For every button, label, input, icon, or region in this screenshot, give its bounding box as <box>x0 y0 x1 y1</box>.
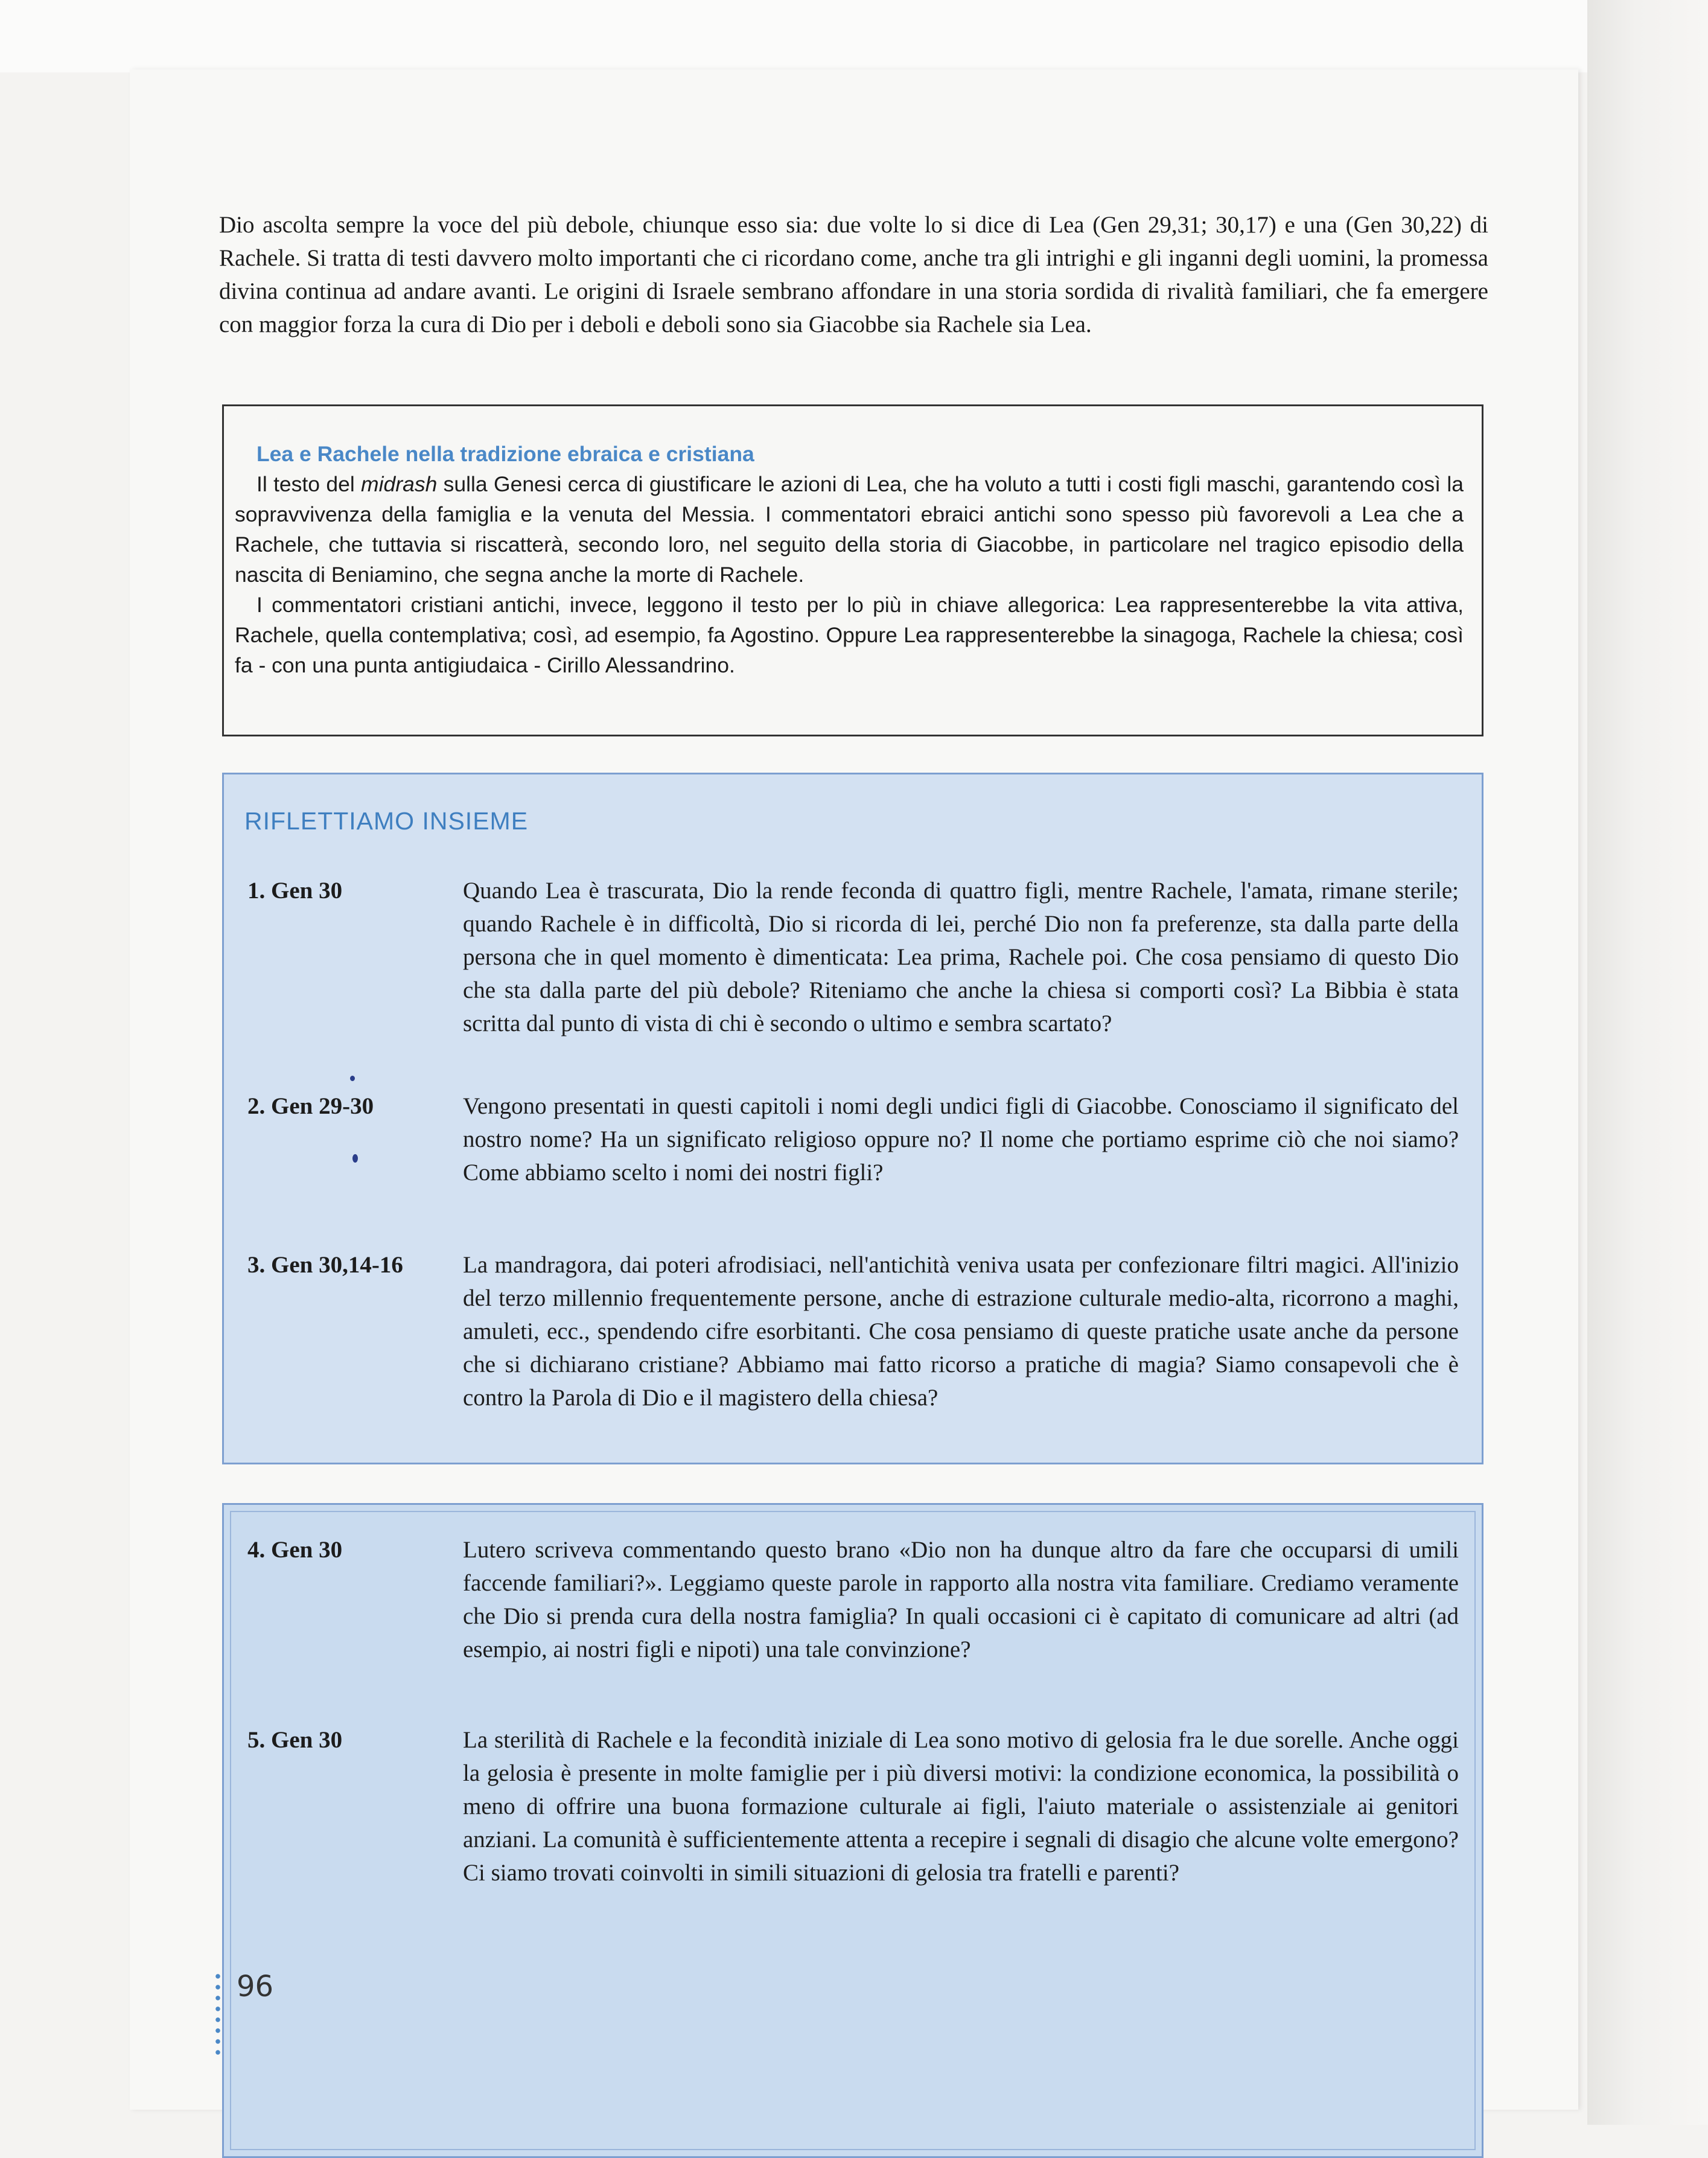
footer-dots-decoration <box>215 1971 220 2058</box>
question-2-text: Vengono presentati in questi capitoli i nomi degli undici figli di Giacobbe. Conosciamo il significato del nostro nome? Ha un significato religioso oppure no? Il nome che portiamo esprime ciò che noi siamo? Come abbiamo scelto i nomi dei nostri figli? <box>463 1093 1459 1186</box>
intro-paragraph: Dio ascolta sempre la voce del più debole, chiunque esso sia: due volte lo si dice di Lea (Gen 29,31; 30,17) e una (Gen 30,22) di Rachele. Si tratta di testi davvero molto importanti che ci ricordano come, anche tra gli intrighi e gli inganni degli uomini, la promessa divina continua ad andare avanti. Le origini di Israele sembrano affondare in una storia sordida di rivalità familiari, che fa emergere con maggior forza la cura di Dio per i deboli e deboli sono sia Giacobbe sia Rachele sia Lea. <box>219 212 1488 337</box>
sidebox-title: Lea e Rachele nella tradizione ebraica e cristiana <box>257 442 754 466</box>
question-2-ref: 2. Gen 29-30 <box>247 1093 374 1119</box>
question-1-ref: 1. Gen 30 <box>247 878 343 904</box>
question-5-ref: 5. Gen 30 <box>247 1727 343 1753</box>
sidebox-p1-italic: midrash <box>361 472 438 496</box>
question-3-text: La mandragora, dai poteri afrodisiaci, nell'antichità veniva usata per confezionare filtri magici. All'inizio del terzo millennio frequentemente persone, anche di estrazione culturale medio-alta, ricorrono a maghi, amuleti, ecc., spendendo cifre esorbitanti. Che cosa pensiamo di queste pratiche usate anche da persone che si dichiarano cristiane? Abbiamo mai fatto ricorso a pratiche di magia? Siamo consapevoli che è contro la Parola di Dio e il magistero della chiesa? <box>463 1252 1459 1411</box>
sidebox-paragraph-2: I commentatori cristiani antichi, invece, leggono il testo per lo più in chiave allegorica: Lea rappresenterebbe la vita attiva, Rachele, quella contemplativa; così, ad esempio, fa Agostino. Oppure Lea rappresenterebbe la sinagoga, Rachele la chiesa; così fa - con una punta antigiudaica - Cirillo Alessandrino. <box>235 593 1464 677</box>
question-5-text: La sterilità di Rachele e la fecondità iniziale di Lea sono motivo di gelosia fra le due sorelle. Anche oggi la gelosia è presente in molte famiglie per i più diversi motivi: la condizione economica, la possibilità o meno di offrire una buona formazione culturale ai figli, l'aiuto materiale o assistenziale ai genitori anziani. La comunità è sufficientemente attenta a recepire i segnali di disagio che alcune volte emergono? Ci siamo trovati coinvolti in simili situazioni di gelosia tra fratelli e parenti? <box>463 1727 1459 1886</box>
question-1-text: Quando Lea è trascurata, Dio la rende feconda di quattro figli, mentre Rachele, l'amata, rimane sterile; quando Rachele è in difficoltà, Dio si ricorda di lei, perché Dio non fa preferenze, sta dalla parte della persona che in quel momento è dimenticata: Lea prima, Rachele poi. Che cosa pensiamo di questo Dio che sta dalla parte del più debole? Riteniamo che anche la chiesa si comporti così? La Bibbia è stata scritta dal punto di vista di chi è secondo o ultimo e sembra scartato? <box>463 878 1459 1036</box>
question-4-ref: 4. Gen 30 <box>247 1537 343 1563</box>
sidebox-p1-before: Il testo del <box>257 472 362 496</box>
reflect-title: RIFLETTIAMO INSIEME <box>244 807 529 835</box>
question-3-ref: 3. Gen 30,14-16 <box>247 1252 403 1278</box>
page-number: 96 <box>237 1970 274 2003</box>
scan-right-margin <box>1587 0 1708 2125</box>
ink-mark <box>350 1076 355 1081</box>
ink-mark <box>352 1154 358 1163</box>
sidebox-lea-rachele <box>222 404 1483 736</box>
scan-top-margin <box>0 0 1708 72</box>
sidebox-p1-after: sulla Genesi cerca di giustificare le azioni di Lea, che ha voluto a tutti i costi figli maschi, garantendo così la sopravvivenza della famiglia e la venuta del Messia. I commentatori ebraici antichi sono spesso più favorevoli a Lea che a Rachele, che tuttavia si riscatterà, secondo loro, nel seguito della storia di Giacobbe, in particolare nel tragico episodio della nascita di Beniamino, che segna anche la morte di Rachele. <box>235 472 1464 587</box>
question-4-text: Lutero scriveva commentando questo brano «Dio non ha dunque altro da fare che occuparsi di umili faccende familiari?». Leggiamo queste parole in rapporto alla nostra vita familiare. Crediamo veramente che Dio si prenda cura della nostra famiglia? In quali occasioni ci è capitato di comunicare ad altri (ad esempio, ai nostri figli e nipoti) una tale convinzione? <box>463 1537 1459 1662</box>
sidebox-paragraph-1 <box>235 469 1464 590</box>
